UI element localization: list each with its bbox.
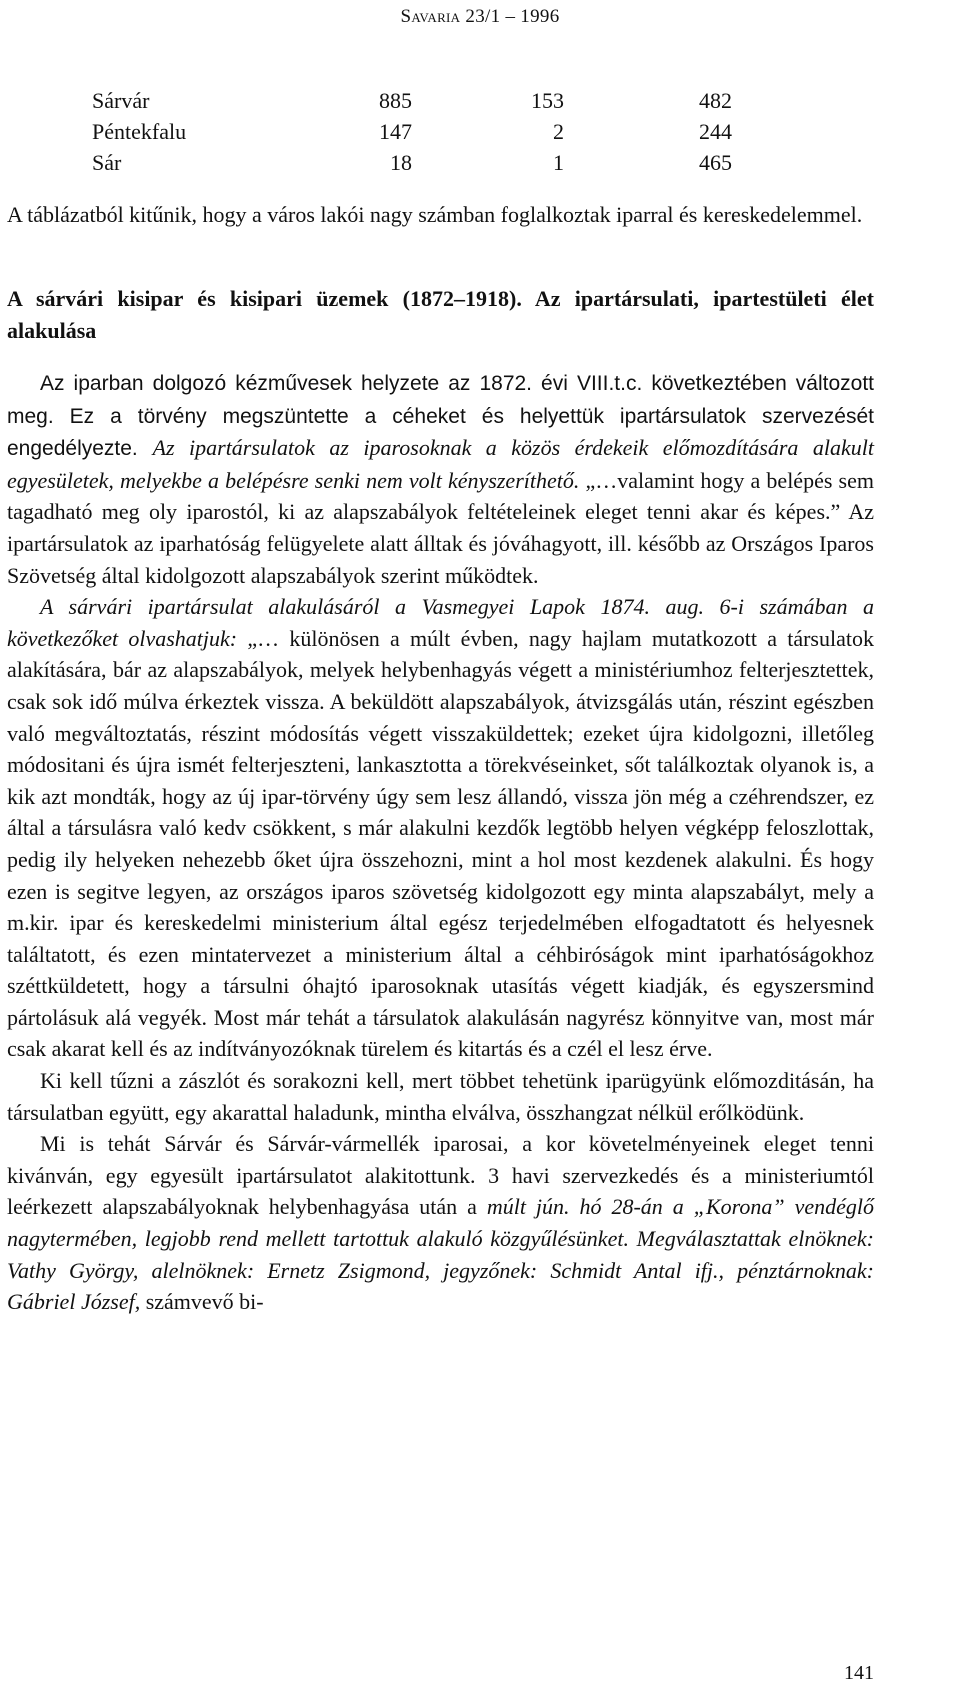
value-cell: 18 [390, 150, 412, 175]
value-cell: 153 [531, 88, 564, 113]
intro-paragraph [7, 199, 874, 231]
article-body [7, 367, 874, 1318]
value-cell: 244 [699, 119, 732, 144]
section-heading [7, 283, 874, 346]
paragraph-4 [7, 1128, 874, 1318]
p4-part-1: Mi is tehát Sárvár és Sárvár-vármellék iparosai, a kor követelményeinek eleget tenni kivánván, egy egyesült ipartársulatot alakitottunk. 3 havi szervezkedés és a ministeriumtól leérkezett alapszabályoknak helybenhagyása után a [7, 1131, 874, 1220]
p4-part-2: múlt jún. hó 28-án a „Korona” vendéglő nagytermében, legjobb rend mellett tartottuk alakuló közgyűlésünket. Megválasztattak elnöknek: Vathy György, alelnöknek: Ernetz Zsigmond, jegyzőnek: Schmidt Antal ifj., pénztárnoknak: Gábriel József, [7, 1194, 874, 1315]
p1-sentence-4: „…valamint hogy a belépés sem tagadható meg oly iparostól, ki az alapszabályok feltételeinek eleget tenni akar és képes.” Az ipartársulatok az iparhatóság felügyelete alatt álltak és jóváhagyott, ill. később az Országos Iparos Szövetség által kidolgozott alapszabályok szerint működtek. [7, 467, 874, 588]
value-cell: 1 [553, 150, 564, 175]
p4-part-3: számvevő bi- [140, 1289, 264, 1315]
place-name: Sár [92, 150, 122, 175]
table-row [92, 119, 732, 150]
page-number: 141 [844, 1662, 874, 1684]
p1-sentence-1: Az iparban dolgozó kézművesek helyzete az 1872. évi VIII.t.c. következtében változott meg. [7, 372, 874, 428]
paragraph-1 [7, 367, 874, 591]
p2-quote: „… különösen a múlt évben, nagy hajlam mutatkozott a társulatok alakítására, bár az alapszabályok, melyek helybenhagyás végett a ministériumhoz felterjesztettek, csak sok idő múlva érkeztek vissza. A beküldött alapszabályok, átvizsgálás után, részint egészben való megváltoztatás, részint módosítás végett visszaküldettek; ezeket újra kidolgozni, illetőleg módositani és újra ismét felterjeszteni, lankasztotta a törekvéseinket, sőt találkoztak olyanok is, a kik azt mondták, hogy az új ipar-törvény úgy sem lesz állandó, vissza jön még a czéhrendszer, ez által a társulásra való kedv csökkent, s már alakulni kezdők legtöbb helyen végképp feloszlottak, pedig ily helyeken nehezebb őket újra összehozni, mint a hol most kezdenek alakulni. És hogy ezen is segitve legyen, az országos iparos szövetség kidolgozott egy minta alapszabályt, mely a m.kir. ipar és kereskedelmi ministerium által egész terjedelmében elfogadtatott és helyesnek találtatott, és ezen mintatervezet a ministerium által a céhbiróságok mint iparhatóságokhoz széttküldetett, hogy a társulni óhajtó iparosoknak utasítás végett kiadják, és egyszersmind pártolásuk alá vegyék. Most már tehát a társulatok alakulásán nagyrész könnyitve van, most már csak akarat kell és az indítványozóknak türelem és kitartás és a czél el lesz érve. [7, 625, 874, 1062]
value-cell: 465 [699, 150, 732, 175]
population-table [92, 88, 732, 181]
value-cell: 482 [699, 88, 732, 113]
value-cell: 147 [379, 119, 412, 144]
place-name: Péntekfalu [92, 119, 187, 144]
intro-text: A táblázatból kitűnik, hogy a város lakói nagy számban foglalkoztak iparral és kereskedelemmel. [7, 202, 863, 227]
paragraph-3: Ki kell tűzni a zászlót és sorakozni kell, mert többet tehetünk iparügyünk előmozditásán, ha társulatban együtt, egy akarattal haladunk, mintha elválva, összhangzat nélkül erőlködünk. [7, 1068, 874, 1125]
p1-sentence-2: Ez a törvény megszüntette a céheket és helyettük ipartársulatok szervezését engedélyezte. [7, 404, 874, 461]
paragraph-2 [7, 591, 874, 1065]
p2-intro: A sárvári ipartársulat alakulásáról a Vasmegyei Lapok 1874. aug. 6-i számában a következőket olvashatjuk: [7, 594, 874, 651]
p1-quote: Az ipartársulatok az iparosoknak a közös érdekeik előmozdítására alakult egyesületek, melyekbe a belépésre senki nem volt kényszeríthető. [7, 435, 874, 493]
value-cell: 885 [379, 88, 412, 113]
table-row [92, 150, 732, 181]
section-heading-text: A sárvári kisipar és kisipari üzemek (1872–1918). Az ipartársulati, ipartestületi élet alakulása [7, 286, 874, 343]
running-header: Savaria 23/1 – 1996 [400, 6, 560, 27]
value-cell: 2 [553, 119, 564, 144]
table-row [92, 88, 732, 119]
place-name: Sárvár [92, 88, 150, 113]
